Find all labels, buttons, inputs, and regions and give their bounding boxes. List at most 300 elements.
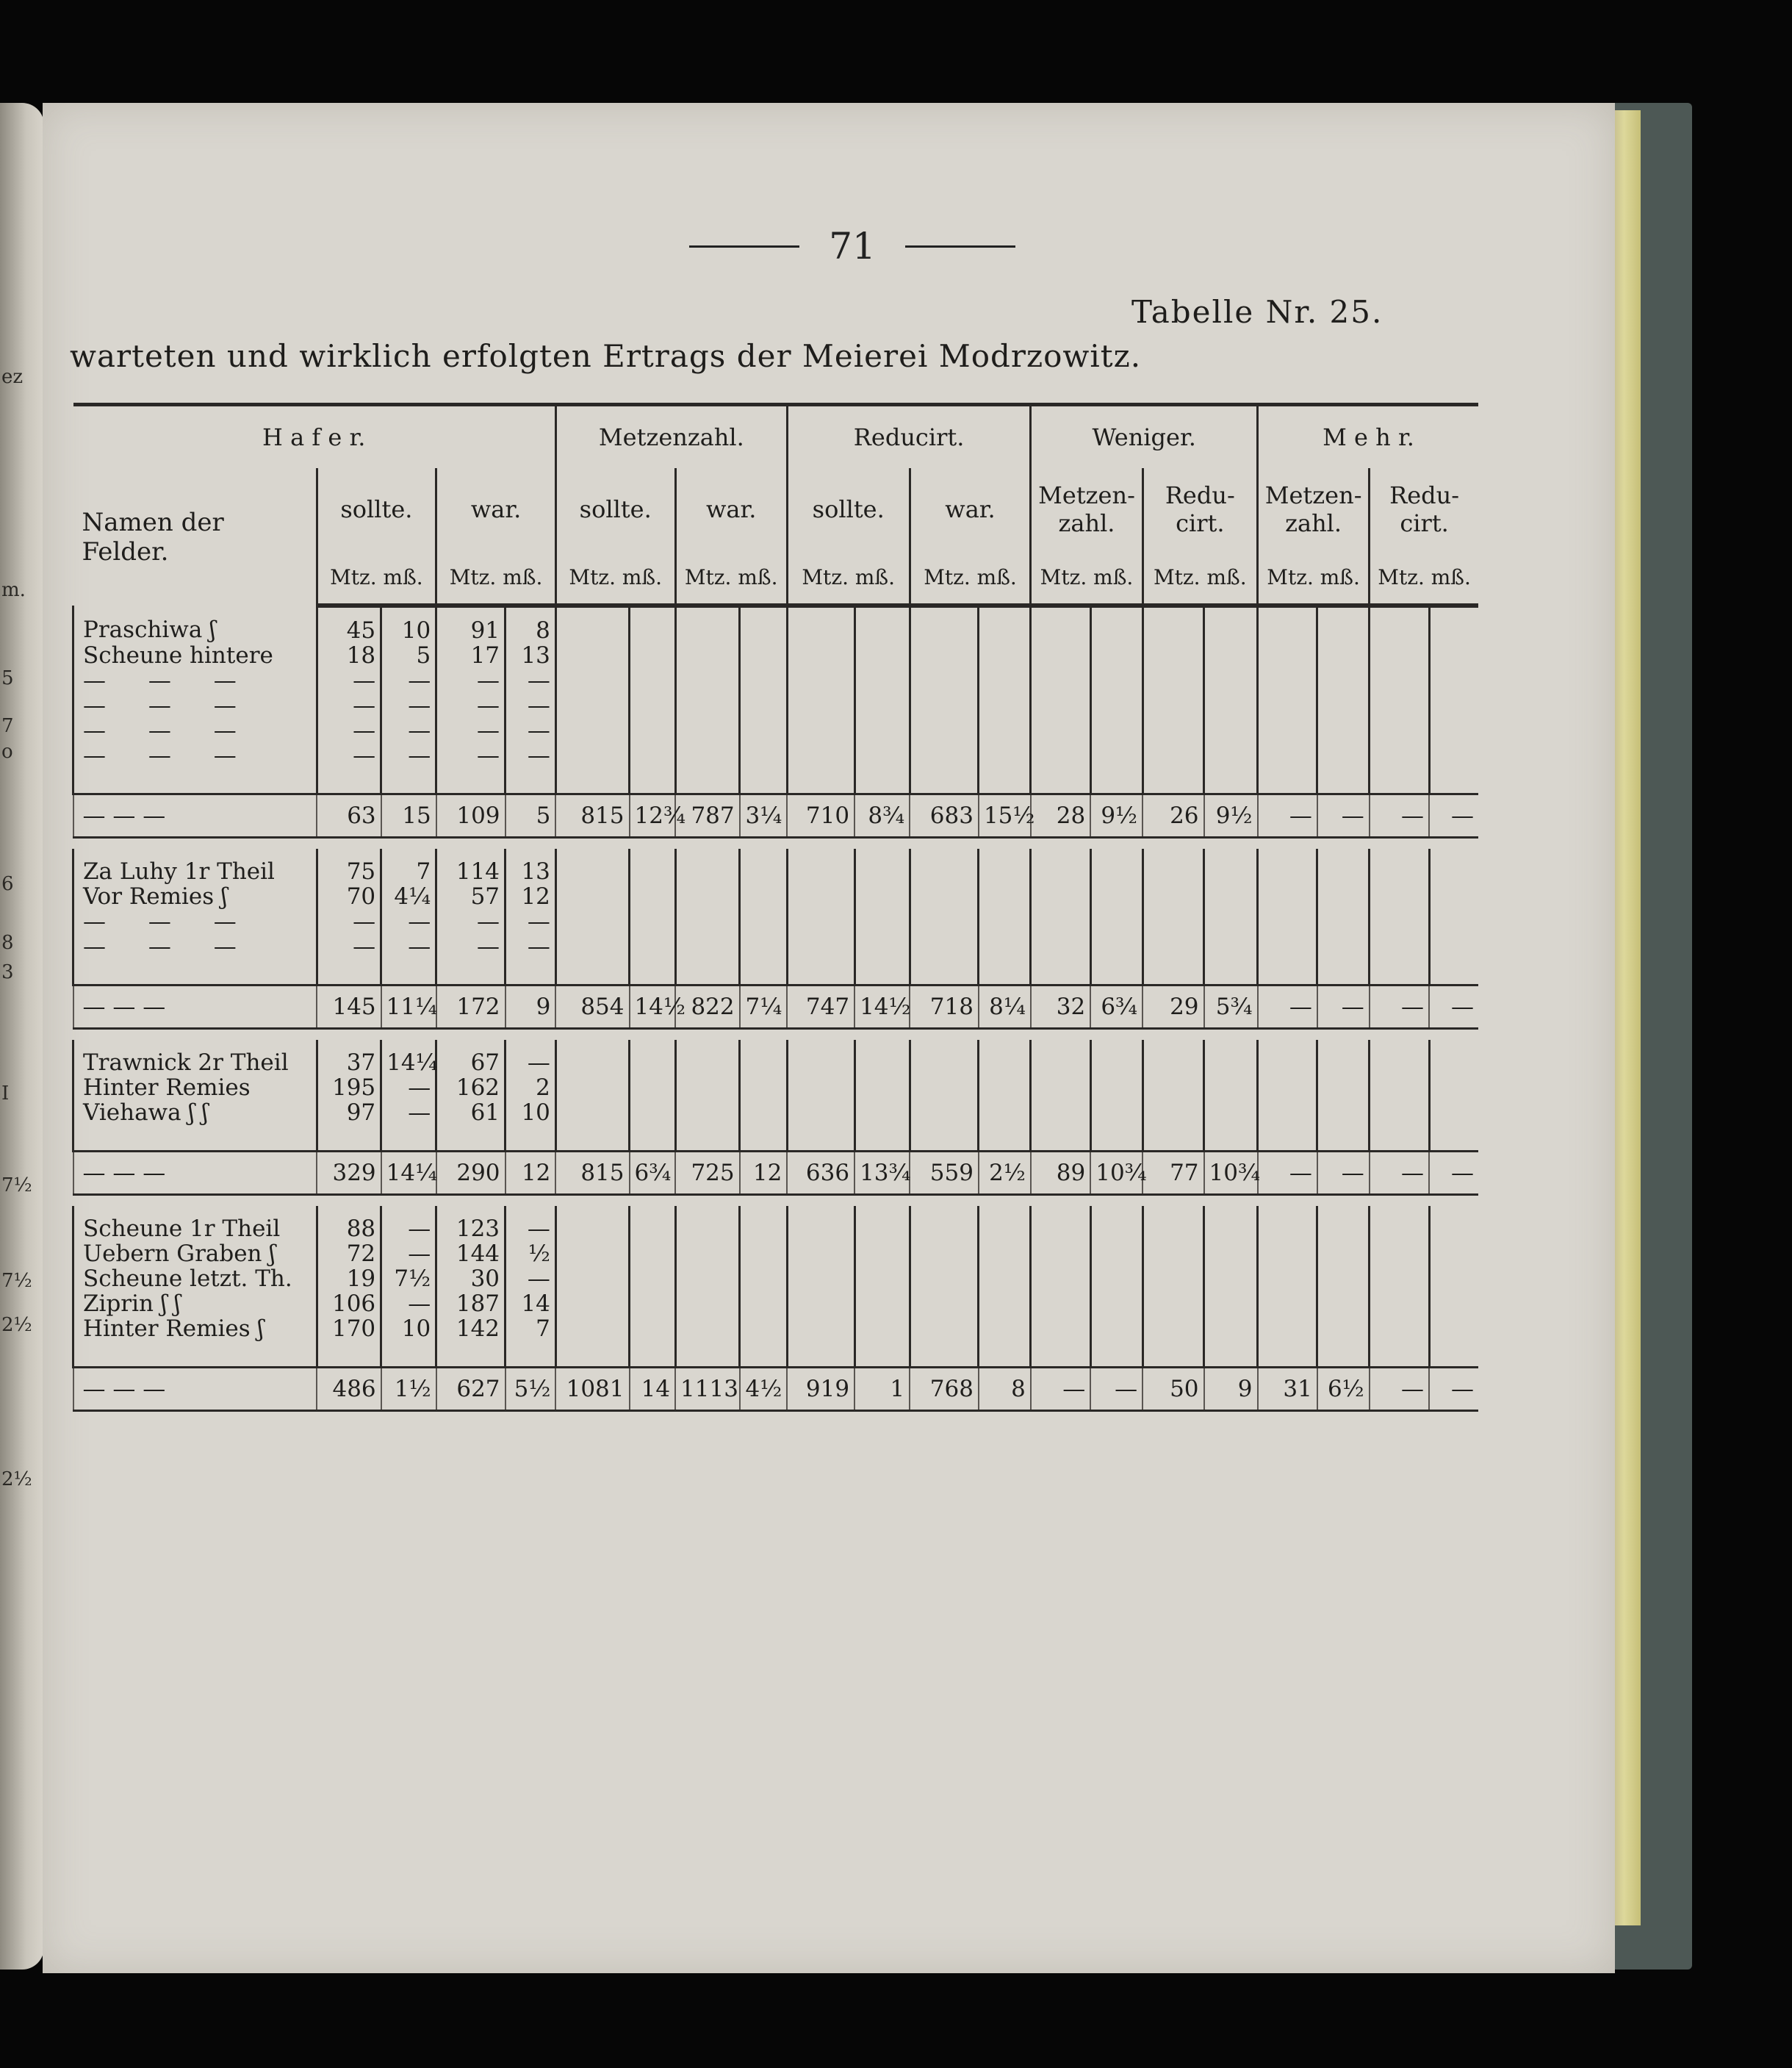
empty-cell xyxy=(1317,768,1370,794)
empty-cell xyxy=(555,768,629,794)
empty-cell xyxy=(854,884,910,909)
empty-cell xyxy=(1317,1241,1370,1266)
hafer-sollte-mtz: 72 xyxy=(317,1241,381,1266)
sum-value: 559 xyxy=(910,1152,979,1195)
empty-cell xyxy=(787,606,854,643)
empty-cell xyxy=(787,884,854,909)
empty-cell xyxy=(1090,1291,1143,1316)
unit-label: Mtz. mß. xyxy=(1031,550,1143,606)
empty-cell xyxy=(1143,1266,1203,1291)
empty-cell xyxy=(854,849,910,884)
header-hafer-war: war. xyxy=(436,468,556,550)
dash-placeholder: — xyxy=(317,743,381,768)
table-row-dashes xyxy=(73,693,1479,718)
header-metzenzahl: Metzenzahl. xyxy=(555,405,787,469)
empty-cell xyxy=(1317,718,1370,743)
empty-cell xyxy=(1370,693,1429,718)
empty-cell xyxy=(1143,668,1203,693)
hafer-war-mtz: 17 xyxy=(436,643,505,668)
empty-cell xyxy=(854,1100,910,1125)
empty-cell xyxy=(1317,884,1370,909)
field-name: Scheune 1r Theil xyxy=(73,1206,317,1241)
empty-cell xyxy=(787,1291,854,1316)
empty-cell xyxy=(630,1125,676,1152)
hafer-sollte-mtz: 88 xyxy=(317,1206,381,1241)
empty-cell xyxy=(675,718,740,743)
empty-cell xyxy=(979,743,1031,768)
empty-cell xyxy=(73,768,317,794)
field-name: Hinter Remies xyxy=(73,1075,317,1100)
sum-value: — xyxy=(1429,985,1478,1029)
sum-value: 31 xyxy=(1258,1368,1317,1411)
empty-cell xyxy=(1370,1075,1429,1100)
empty-cell xyxy=(555,849,629,884)
empty-cell xyxy=(555,668,629,693)
empty-cell xyxy=(1317,1040,1370,1075)
empty-cell xyxy=(1090,1316,1143,1341)
table-row xyxy=(73,1075,1479,1100)
margin-fragment: 7½ xyxy=(1,1270,32,1292)
empty-cell xyxy=(979,1040,1031,1075)
empty-cell xyxy=(1429,1341,1478,1368)
empty-cell xyxy=(854,643,910,668)
empty-cell xyxy=(555,1316,629,1341)
empty-cell xyxy=(1090,743,1143,768)
empty-cell xyxy=(1143,1125,1203,1152)
hafer-sollte-mtz: 19 xyxy=(317,1266,381,1291)
empty-cell xyxy=(1031,718,1090,743)
dash-placeholder: — xyxy=(436,693,505,718)
empty-cell xyxy=(1204,909,1258,934)
hafer-sollte-ms: — xyxy=(381,1206,436,1241)
sum-value: 12 xyxy=(505,1152,556,1195)
dash-placeholder: — xyxy=(317,909,381,934)
table-row-spacer xyxy=(73,959,1479,985)
empty-cell xyxy=(1031,849,1090,884)
sum-value: 9½ xyxy=(1090,794,1143,838)
empty-cell xyxy=(1429,643,1478,668)
sum-value: 6¾ xyxy=(630,1152,676,1195)
empty-cell xyxy=(1370,606,1429,643)
page-header xyxy=(639,224,1065,268)
sum-value: — xyxy=(1258,985,1317,1029)
table-row-dashes xyxy=(73,718,1479,743)
empty-cell xyxy=(979,934,1031,959)
empty-cell xyxy=(1031,1266,1090,1291)
dash-placeholder: — — — xyxy=(73,693,317,718)
empty-cell xyxy=(787,668,854,693)
table-row-gap xyxy=(73,838,1479,850)
empty-cell xyxy=(740,959,788,985)
margin-fragment: I xyxy=(1,1083,10,1105)
empty-cell xyxy=(1143,768,1203,794)
empty-cell xyxy=(73,838,1479,850)
empty-cell xyxy=(740,849,788,884)
empty-cell xyxy=(1258,1341,1317,1368)
sum-value: 26 xyxy=(1143,794,1203,838)
hafer-war-ms: 10 xyxy=(505,1100,556,1125)
empty-cell xyxy=(854,1341,910,1368)
empty-cell xyxy=(1429,693,1478,718)
empty-cell xyxy=(630,1100,676,1125)
empty-cell xyxy=(555,643,629,668)
empty-cell xyxy=(675,1125,740,1152)
sum-value: — xyxy=(1370,985,1429,1029)
empty-cell xyxy=(1429,1316,1478,1341)
empty-cell xyxy=(910,1316,979,1341)
empty-cell xyxy=(854,1316,910,1341)
empty-cell xyxy=(854,1075,910,1100)
empty-cell xyxy=(630,884,676,909)
empty-cell xyxy=(979,1125,1031,1152)
empty-cell xyxy=(979,959,1031,985)
empty-cell xyxy=(675,884,740,909)
empty-cell xyxy=(1429,1291,1478,1316)
sum-value: 7¼ xyxy=(740,985,788,1029)
dash-placeholder: — — — xyxy=(73,668,317,693)
empty-cell xyxy=(1143,718,1203,743)
empty-cell xyxy=(555,606,629,643)
table-row-spacer xyxy=(73,1125,1479,1152)
empty-cell xyxy=(787,1241,854,1266)
empty-cell xyxy=(1258,768,1317,794)
hafer-war-mtz: 144 xyxy=(436,1241,505,1266)
empty-cell xyxy=(1429,1125,1478,1152)
empty-cell xyxy=(1204,934,1258,959)
empty-cell xyxy=(979,643,1031,668)
empty-cell xyxy=(787,849,854,884)
sum-value: — xyxy=(1317,985,1370,1029)
empty-cell xyxy=(630,693,676,718)
empty-cell xyxy=(1429,909,1478,934)
dash-placeholder: — — — xyxy=(73,743,317,768)
empty-cell xyxy=(675,1206,740,1241)
empty-cell xyxy=(1370,1125,1429,1152)
empty-cell xyxy=(1090,909,1143,934)
sum-value: 787 xyxy=(675,794,740,838)
hafer-war-ms: 13 xyxy=(505,643,556,668)
empty-cell xyxy=(555,1291,629,1316)
empty-cell xyxy=(979,768,1031,794)
empty-cell xyxy=(1143,1206,1203,1241)
empty-cell xyxy=(979,909,1031,934)
empty-cell xyxy=(675,1341,740,1368)
sum-value: 63 xyxy=(317,794,381,838)
empty-cell xyxy=(1031,1075,1090,1100)
empty-cell xyxy=(979,1100,1031,1125)
sum-value: 5¾ xyxy=(1204,985,1258,1029)
empty-cell xyxy=(1317,909,1370,934)
field-name: Vor Remies ʃ xyxy=(73,884,317,909)
empty-cell xyxy=(1204,1316,1258,1341)
empty-cell xyxy=(1429,849,1478,884)
field-name: Hinter Remies ʃ xyxy=(73,1316,317,1341)
sum-value: 172 xyxy=(436,985,505,1029)
empty-cell xyxy=(1317,643,1370,668)
dash-placeholder: — xyxy=(505,668,556,693)
empty-cell xyxy=(630,849,676,884)
hafer-sollte-ms: 14¼ xyxy=(381,1040,436,1075)
sum-value: 12¾ xyxy=(630,794,676,838)
empty-cell xyxy=(740,1100,788,1125)
empty-cell xyxy=(630,643,676,668)
empty-cell xyxy=(854,718,910,743)
empty-cell xyxy=(1317,1206,1370,1241)
dash-placeholder: — xyxy=(436,718,505,743)
field-name: Scheune hintere xyxy=(73,643,317,668)
empty-cell xyxy=(1370,1040,1429,1075)
empty-cell xyxy=(675,1100,740,1125)
empty-cell xyxy=(979,1075,1031,1100)
empty-cell xyxy=(1317,693,1370,718)
empty-cell xyxy=(630,1241,676,1266)
empty-cell xyxy=(1370,718,1429,743)
hafer-war-mtz: 142 xyxy=(436,1316,505,1341)
empty-cell xyxy=(1317,1125,1370,1152)
table-row-sum xyxy=(73,1152,1479,1195)
sum-value: 15½ xyxy=(979,794,1031,838)
empty-cell xyxy=(436,1125,505,1152)
empty-cell xyxy=(740,1291,788,1316)
empty-cell xyxy=(1204,606,1258,643)
header-field-names: Namen der Felder. xyxy=(82,507,224,567)
dash-placeholder: — xyxy=(505,718,556,743)
empty-cell xyxy=(740,1266,788,1291)
empty-cell xyxy=(675,849,740,884)
hafer-sollte-ms: 7½ xyxy=(381,1266,436,1291)
empty-cell xyxy=(1143,606,1203,643)
empty-cell xyxy=(1143,884,1203,909)
empty-cell xyxy=(1143,1075,1203,1100)
empty-cell xyxy=(1429,606,1478,643)
empty-cell xyxy=(787,768,854,794)
hafer-sollte-ms: 4¼ xyxy=(381,884,436,909)
sum-value: 14 xyxy=(630,1368,676,1411)
empty-cell xyxy=(854,959,910,985)
empty-cell xyxy=(1204,884,1258,909)
empty-cell xyxy=(630,718,676,743)
empty-cell xyxy=(979,1206,1031,1241)
empty-cell xyxy=(675,743,740,768)
margin-fragment: 2½ xyxy=(1,1314,32,1336)
empty-cell xyxy=(1143,959,1203,985)
empty-cell xyxy=(1317,1075,1370,1100)
header-mehr-reducirt: Redu- cirt. xyxy=(1370,468,1478,550)
empty-cell xyxy=(675,1291,740,1316)
sum-value: 14½ xyxy=(630,985,676,1029)
sum-label: — — — xyxy=(73,1152,317,1195)
sum-value: 14¼ xyxy=(381,1152,436,1195)
empty-cell xyxy=(1429,668,1478,693)
sum-value: 1 xyxy=(854,1368,910,1411)
empty-cell xyxy=(1090,959,1143,985)
sum-value: 10¾ xyxy=(1090,1152,1143,1195)
sum-value: 329 xyxy=(317,1152,381,1195)
empty-cell xyxy=(1258,743,1317,768)
empty-cell xyxy=(1090,884,1143,909)
empty-cell xyxy=(675,1316,740,1341)
empty-cell xyxy=(1031,743,1090,768)
sum-value: 29 xyxy=(1143,985,1203,1029)
empty-cell xyxy=(910,643,979,668)
sum-value: 10¾ xyxy=(1204,1152,1258,1195)
empty-cell xyxy=(787,1075,854,1100)
header-reducirt-war: war. xyxy=(910,468,1031,550)
field-name: Uebern Graben ʃ xyxy=(73,1241,317,1266)
empty-cell xyxy=(1090,693,1143,718)
empty-cell xyxy=(675,643,740,668)
hafer-sollte-ms: 10 xyxy=(381,1316,436,1341)
empty-cell xyxy=(317,1125,381,1152)
dash-placeholder: — xyxy=(505,743,556,768)
empty-cell xyxy=(740,934,788,959)
empty-cell xyxy=(1090,1341,1143,1368)
sum-value: 50 xyxy=(1143,1368,1203,1411)
empty-cell xyxy=(630,668,676,693)
sum-value: 683 xyxy=(910,794,979,838)
empty-cell xyxy=(436,1341,505,1368)
sum-value: 2½ xyxy=(979,1152,1031,1195)
dash-placeholder: — xyxy=(381,718,436,743)
empty-cell xyxy=(1143,849,1203,884)
table-row xyxy=(73,1316,1479,1341)
empty-cell xyxy=(1317,934,1370,959)
unit-label: Mtz. mß. xyxy=(436,550,556,606)
margin-fragment: m. xyxy=(1,579,26,601)
sum-value: 13¾ xyxy=(854,1152,910,1195)
sum-value: 14½ xyxy=(854,985,910,1029)
empty-cell xyxy=(1031,606,1090,643)
empty-cell xyxy=(1429,934,1478,959)
empty-cell xyxy=(1143,1316,1203,1341)
empty-cell xyxy=(1258,668,1317,693)
hafer-war-mtz: 61 xyxy=(436,1100,505,1125)
empty-cell xyxy=(787,743,854,768)
empty-cell xyxy=(1429,1100,1478,1125)
empty-cell xyxy=(73,1341,317,1368)
empty-cell xyxy=(1370,768,1429,794)
sum-value: 768 xyxy=(910,1368,979,1411)
empty-cell xyxy=(505,959,556,985)
empty-cell xyxy=(787,1040,854,1075)
empty-cell xyxy=(740,1341,788,1368)
sum-value: — xyxy=(1370,1152,1429,1195)
empty-cell xyxy=(787,643,854,668)
margin-fragment: 2½ xyxy=(1,1468,32,1490)
empty-cell xyxy=(1090,718,1143,743)
sum-value: 11¼ xyxy=(381,985,436,1029)
empty-cell xyxy=(910,934,979,959)
empty-cell xyxy=(630,743,676,768)
empty-cell xyxy=(740,1125,788,1152)
sum-value: 9 xyxy=(505,985,556,1029)
margin-fragment: 3 xyxy=(1,961,14,983)
empty-cell xyxy=(555,693,629,718)
hafer-sollte-ms: — xyxy=(381,1100,436,1125)
empty-cell xyxy=(854,693,910,718)
empty-cell xyxy=(740,1040,788,1075)
empty-cell xyxy=(787,1266,854,1291)
empty-cell xyxy=(1370,1316,1429,1341)
empty-cell xyxy=(854,934,910,959)
header-hafer-sollte: sollte. xyxy=(317,468,436,550)
empty-cell xyxy=(1031,643,1090,668)
sum-value: 77 xyxy=(1143,1152,1203,1195)
empty-cell xyxy=(1370,1100,1429,1125)
empty-cell xyxy=(1429,884,1478,909)
hafer-sollte-ms: 5 xyxy=(381,643,436,668)
empty-cell xyxy=(787,1341,854,1368)
dash-placeholder: — xyxy=(381,743,436,768)
sum-label: — — — xyxy=(73,794,317,838)
sum-value: 145 xyxy=(317,985,381,1029)
hafer-war-mtz: 91 xyxy=(436,606,505,643)
empty-cell xyxy=(1090,1075,1143,1100)
empty-cell xyxy=(381,1125,436,1152)
dash-placeholder: — xyxy=(317,934,381,959)
empty-cell xyxy=(1258,1291,1317,1316)
field-name: Za Luhy 1r Theil xyxy=(73,849,317,884)
empty-cell xyxy=(1204,1341,1258,1368)
header-weniger: Weniger. xyxy=(1031,405,1258,469)
empty-cell xyxy=(1143,1241,1203,1266)
hafer-sollte-ms: — xyxy=(381,1291,436,1316)
empty-cell xyxy=(1258,884,1317,909)
sum-value: — xyxy=(1258,794,1317,838)
hafer-war-ms: 14 xyxy=(505,1291,556,1316)
page-number: 71 xyxy=(829,225,876,268)
empty-cell xyxy=(910,1075,979,1100)
empty-cell xyxy=(740,1316,788,1341)
empty-cell xyxy=(740,1206,788,1241)
dash-placeholder: — xyxy=(436,909,505,934)
hafer-war-mtz: 187 xyxy=(436,1291,505,1316)
table-row xyxy=(73,1206,1479,1241)
empty-cell xyxy=(1317,1291,1370,1316)
empty-cell xyxy=(979,1316,1031,1341)
empty-cell xyxy=(740,606,788,643)
table-row-dashes xyxy=(73,934,1479,959)
empty-cell xyxy=(1429,1075,1478,1100)
empty-cell xyxy=(1370,1341,1429,1368)
sum-value: 919 xyxy=(787,1368,854,1411)
empty-cell xyxy=(1258,718,1317,743)
empty-cell xyxy=(787,1100,854,1125)
hafer-war-ms: 12 xyxy=(505,884,556,909)
dash-placeholder: — xyxy=(317,693,381,718)
empty-cell xyxy=(854,743,910,768)
sum-value: 815 xyxy=(555,1152,629,1195)
sum-value: — xyxy=(1370,1368,1429,1411)
empty-cell xyxy=(1317,668,1370,693)
dash-placeholder: — xyxy=(436,743,505,768)
empty-cell xyxy=(979,668,1031,693)
empty-cell xyxy=(630,1075,676,1100)
empty-cell xyxy=(630,959,676,985)
empty-cell xyxy=(1204,1100,1258,1125)
empty-cell xyxy=(630,1316,676,1341)
empty-cell xyxy=(1031,909,1090,934)
empty-cell xyxy=(1429,718,1478,743)
dash-placeholder: — xyxy=(381,909,436,934)
empty-cell xyxy=(1143,693,1203,718)
empty-cell xyxy=(1258,643,1317,668)
empty-cell xyxy=(630,1266,676,1291)
sum-value: 8 xyxy=(979,1368,1031,1411)
empty-cell xyxy=(630,1341,676,1368)
sum-value: 290 xyxy=(436,1152,505,1195)
empty-cell xyxy=(910,743,979,768)
